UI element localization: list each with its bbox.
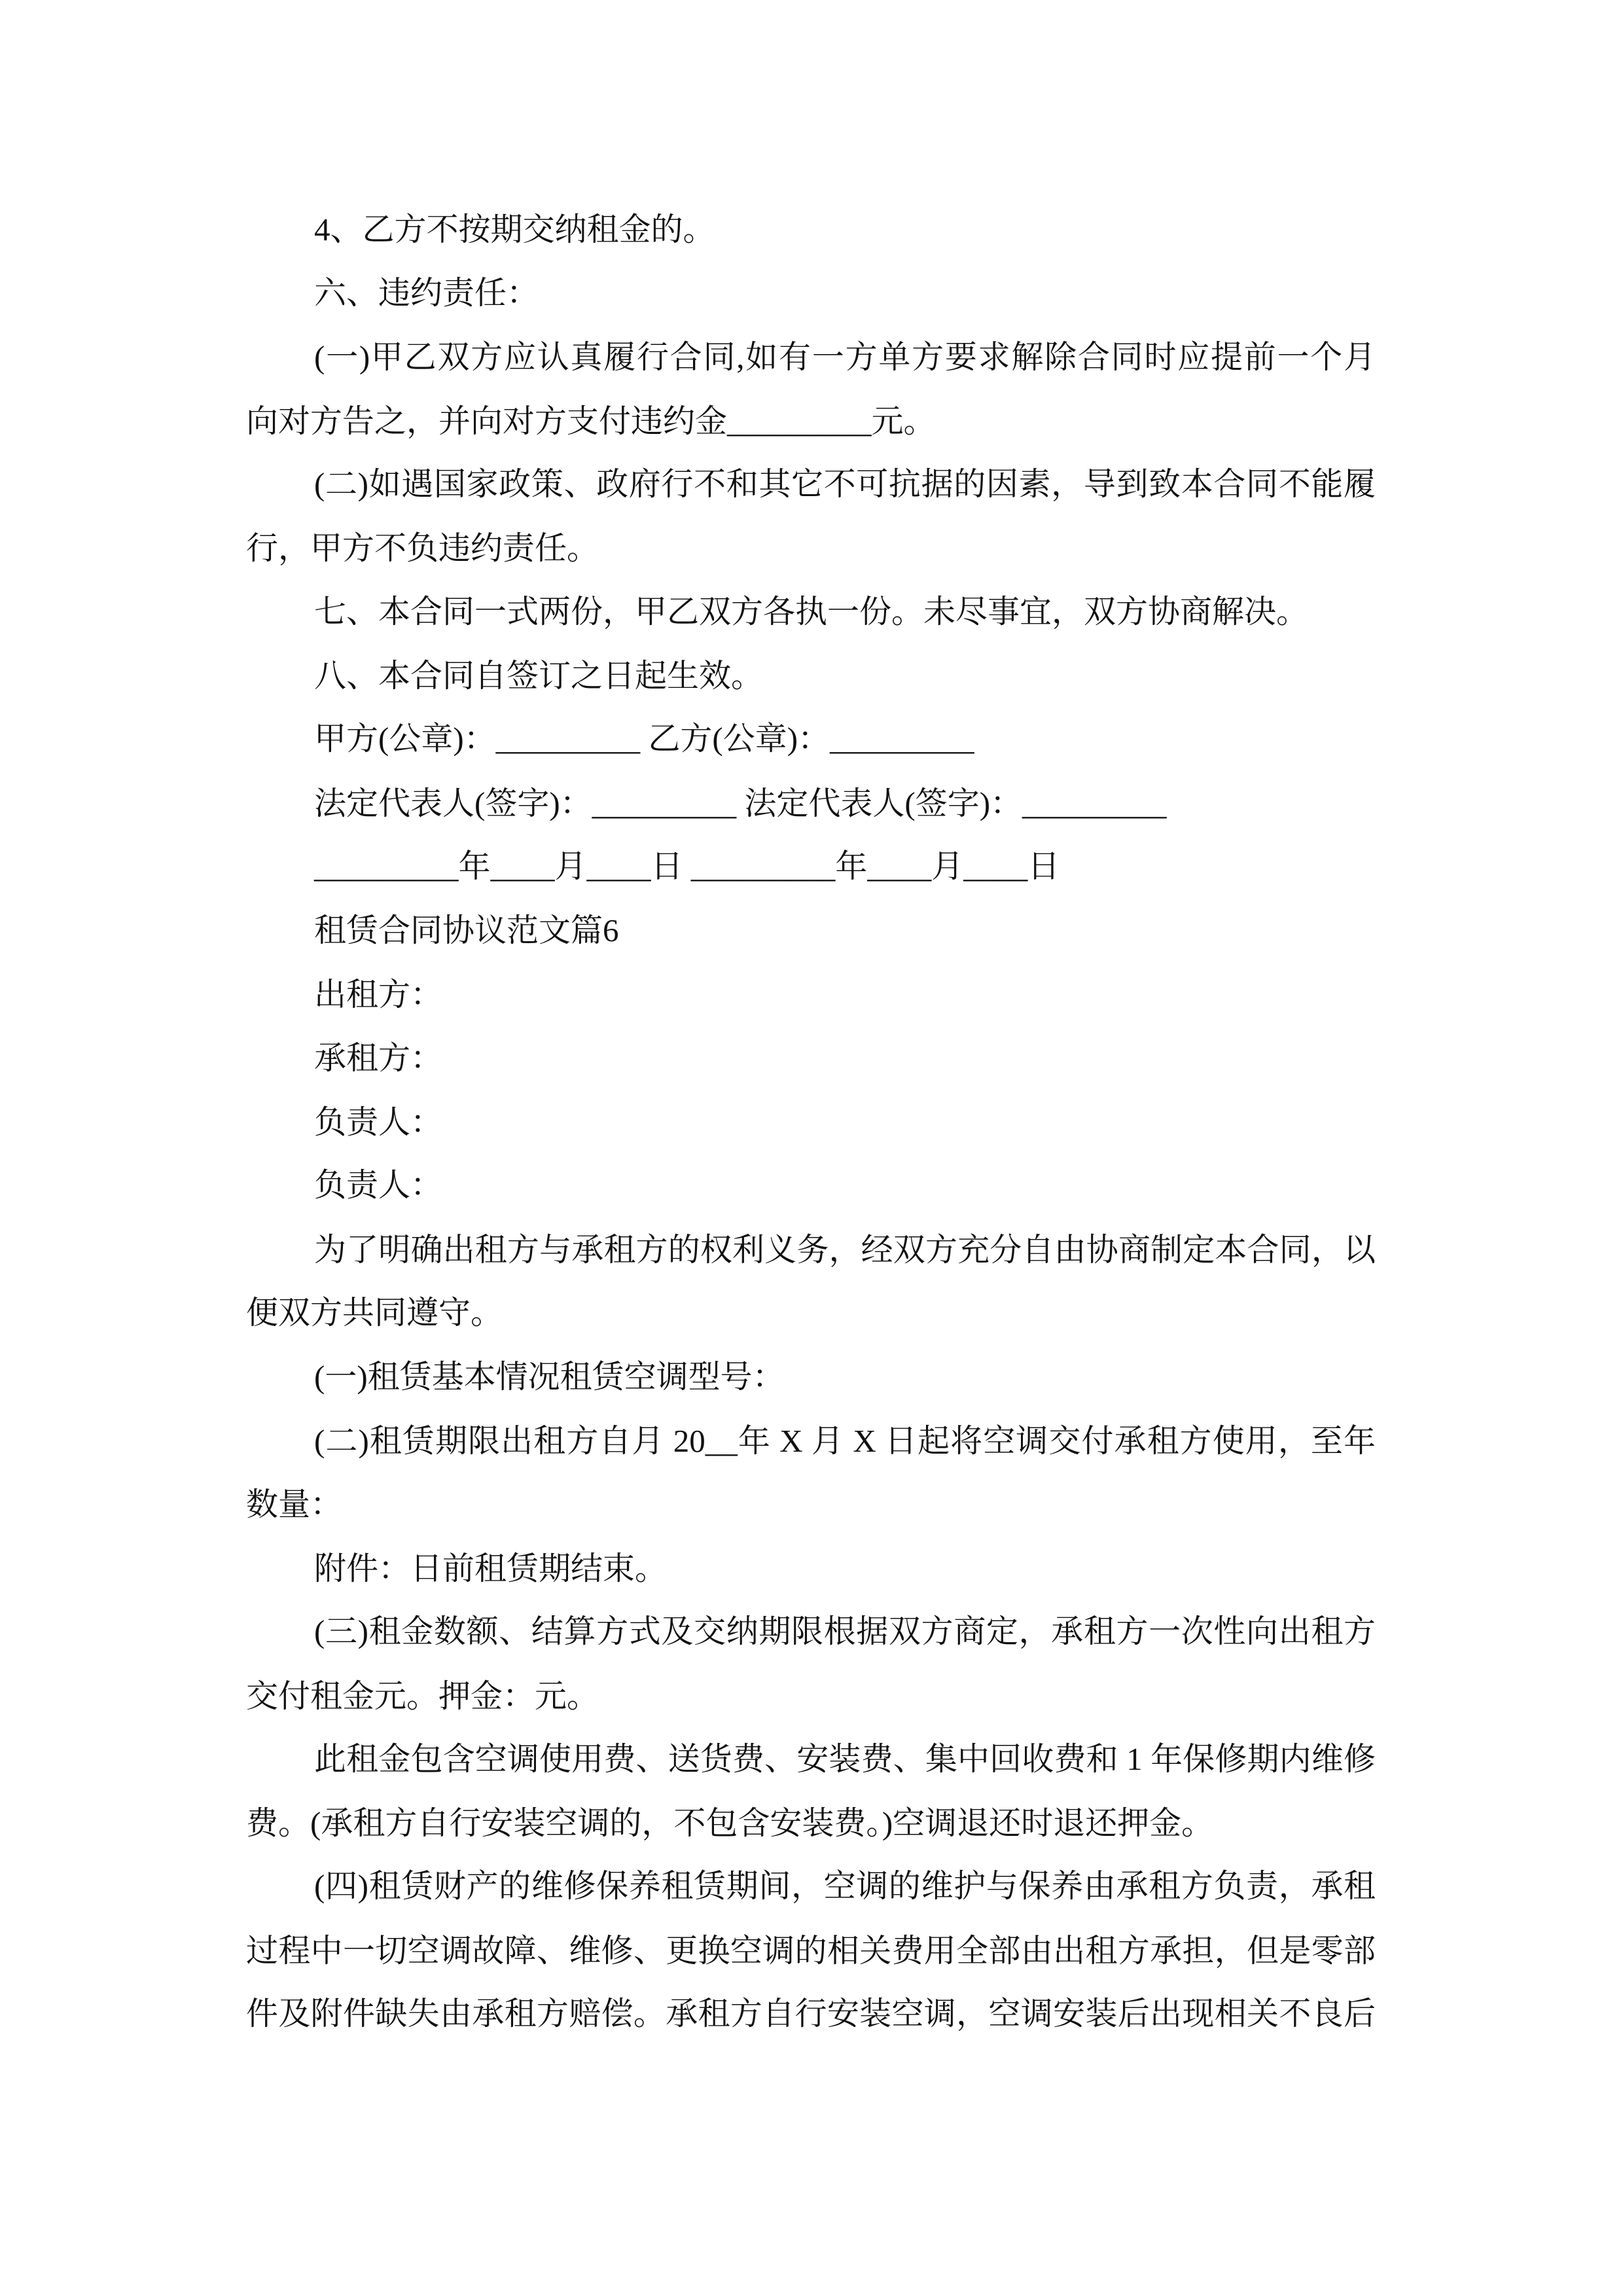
paragraph-line: 八、本合同自签订之日起生效。 <box>314 658 764 694</box>
paragraph-line: 4、乙方不按期交纳租金的。 <box>314 211 715 247</box>
field-lessor: 出租方： <box>314 977 443 1013</box>
paragraph-line: (二)租赁期限出租方自月 20__年 X 月 X 日起将空调交付承租方使用，至年 <box>314 1423 1376 1459</box>
paragraph-line: 行，甲方不负违约责任。 <box>246 530 599 566</box>
paragraph-line: 过程中一切空调故障、维修、更换空调的相关费用全部由出租方承担，但是零部 <box>246 1933 1376 1969</box>
contract-title: 租赁合同协议范文篇6 <box>314 912 619 948</box>
paragraph-line: 此租金包含空调使用费、送货费、安装费、集中回收费和 1 年保修期内维修 <box>314 1741 1376 1777</box>
signature-line-date: _________年____月____日 _________年____月____日 <box>314 848 1060 884</box>
field-lessee: 承租方： <box>314 1040 443 1076</box>
paragraph-line: 向对方告之，并向对方支付违约金_________元。 <box>246 403 936 439</box>
paragraph-line: 交付租金元。押金：元。 <box>246 1678 599 1714</box>
paragraph-line: 数量： <box>246 1486 343 1522</box>
signature-line-representative: 法定代表人(签字)：_________ 法定代表人(签字)：_________ <box>314 785 1167 821</box>
paragraph-line: (二)如遇国家政策、政府行不和其它不可抗据的因素，导到致本合同不能履 <box>314 466 1376 502</box>
paragraph-line: 七、本合同一式两份，甲乙双方各执一份。未尽事宜，双方协商解决。 <box>314 594 1309 630</box>
paragraph-line: 为了明确出租方与承租方的权利义务，经双方充分自由协商制定本合同，以 <box>314 1232 1376 1268</box>
paragraph-line: 件及附件缺失由承租方赔偿。承租方自行安装空调，空调安装后出现相关不良后 <box>246 1996 1376 2032</box>
paragraph-line: (一)租赁基本情况租赁空调型号： <box>314 1359 785 1395</box>
section-heading: 六、违约责任： <box>314 275 539 311</box>
field-responsible-person: 负责人： <box>314 1167 443 1203</box>
paragraph-line: (四)租赁财产的维修保养租赁期间，空调的维护与保养由承租方负责，承租 <box>314 1868 1376 1904</box>
paragraph-line: (一)甲乙双方应认真履行合同,如有一方单方要求解除合同时应提前一个月 <box>314 339 1376 375</box>
paragraph-line: 附件：日前租赁期结束。 <box>314 1551 668 1587</box>
paragraph-line: 便双方共同遵守。 <box>246 1295 503 1331</box>
paragraph-line: (三)租金数额、结算方式及交纳期限根据双方商定，承租方一次性向出租方 <box>314 1613 1376 1649</box>
field-responsible-person: 负责人： <box>314 1104 443 1140</box>
signature-line-seal: 甲方(公章)：_________ 乙方(公章)：_________ <box>314 721 974 757</box>
paragraph-line: 费。(承租方自行安装空调的，不包含安装费。)空调退还时退还押金。 <box>246 1805 1214 1841</box>
